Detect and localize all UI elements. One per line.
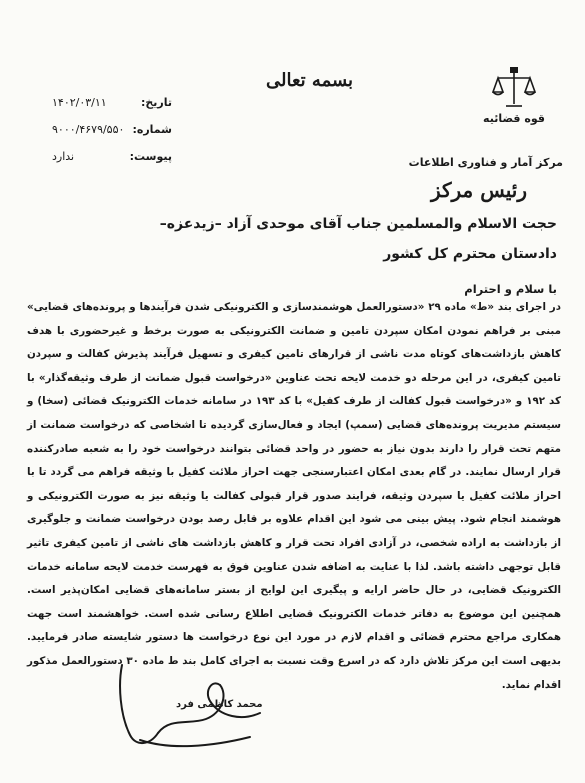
- date-label: تاریخ:: [140, 96, 172, 109]
- number-row: [52, 123, 172, 136]
- recipient-name: حجت الاسلام والمسلمین جناب آقای موحدی آزاد –زیدعزه–: [159, 216, 557, 232]
- letter-body: در اجرای بند «ط» ماده ۲۹ «دستورالعمل هوشمندسازی و الکترونیکی شدن فرآیندها و پرونده‌های قضایی» مبنی بر فراهم نمودن امکان سپردن تامین و ضمانت الکترونیکی به صورت برخط و غیرحضوری با هدف کاهش بازداشت‌های کوتاه مدت ناشی از قرارهای تامین کیفری و تسهیل فرآیند پذیرش کفالت و سپردن تامین کیفری، در این مرحله دو خدمت لایحه تحت عناوین «درخواست قبول ضمانت از طرف وثیقه‌گذار» با کد ۱۹۲ و «درخواست قبول کفالت از طرف کفیل» با کد ۱۹۳ در سامانه خدمات الکترونیک قضائی (سخا) و سیستم مدیریت پرونده‌های قضایی (سمپ) ایجاد و فعال‌سازی گردیده تا اشخاصی که درخواست ضمانت از متهم تحت قرار را دارند بدون نیاز به حضور در واحد قضائی بتوانند درخواست خود را به شعبه صادرکننده قرار ارسال نمایند. در گام بعدی امکان اعتبارسنجی جهت احراز ملائت کفیل با وثیقه فراهم می گردد تا با احراز ملائت کفیل یا سپردن وثیقه، فرایند صدور قرار قبولی کفالت یا وثیقه نیز به صورت الکترونیکی و هوشمند انجام شود. پیش بینی می شود این اقدام علاوه بر قابل رصد بودن درخواست ضمانت و جلوگیری از بازداشت به اراده شخصی، در آزادی افراد تحت قرار و کاهش بازداشت های ناشی از تامین کیفری تاثیر قابل توجهی داشته باشد. لذا با عنایت به اضافه شدن عناوین فوق به فهرست خدمت لایحه سامانه خدمات الکترونیک قضایی، در حال حاضر ارایه و پیگیری این لوایح از بستر سامانه‌های قضایی امکان‌پذیر است. همچنین این موضوع به دفاتر خدمات الکترونیک قضایی اطلاع رسانی شده است. خواهشمند است جهت همکاری مراجع محترم قضائی و اقدام لازم در مورد این نوع درخواست ها دستور شایسته صادر فرمایید. بدیهی است این مرکز تلاش دارد که در اسرع وقت نسبت به اجرای کامل بند ط ماده ۳۰ دستورالعمل مذکور اقدام نماید.: [27, 301, 561, 691]
- date-value: ۱۴۰۲/۰۳/۱۱: [52, 96, 107, 109]
- recipient: [28, 216, 557, 262]
- judiciary-emblem: [479, 66, 549, 125]
- recipient-title: دادستان محترم کل کشور: [383, 246, 557, 262]
- letter-meta: [52, 96, 172, 177]
- attachment-row: [52, 150, 172, 163]
- date-row: [52, 96, 172, 109]
- number-value: ۹۰۰۰/۴۶۷۹/۵۵۰: [52, 123, 125, 136]
- greeting: با سلام و احترام: [464, 282, 557, 296]
- org-name: قوه قضائیه: [483, 112, 545, 125]
- org-subtitle: مرکز آمار و فناوری اطلاعات: [408, 156, 563, 169]
- attachment-label: پیوست:: [129, 150, 172, 163]
- sender-title: رئیس مرکز: [430, 178, 527, 202]
- scales-of-justice-icon: [492, 66, 536, 112]
- attachment-value: ندارد: [52, 150, 75, 163]
- bismillah: بسمه تعالی: [266, 70, 354, 91]
- signer-name: محمد کاظمی فرد: [176, 699, 263, 710]
- number-label: شماره:: [132, 123, 172, 136]
